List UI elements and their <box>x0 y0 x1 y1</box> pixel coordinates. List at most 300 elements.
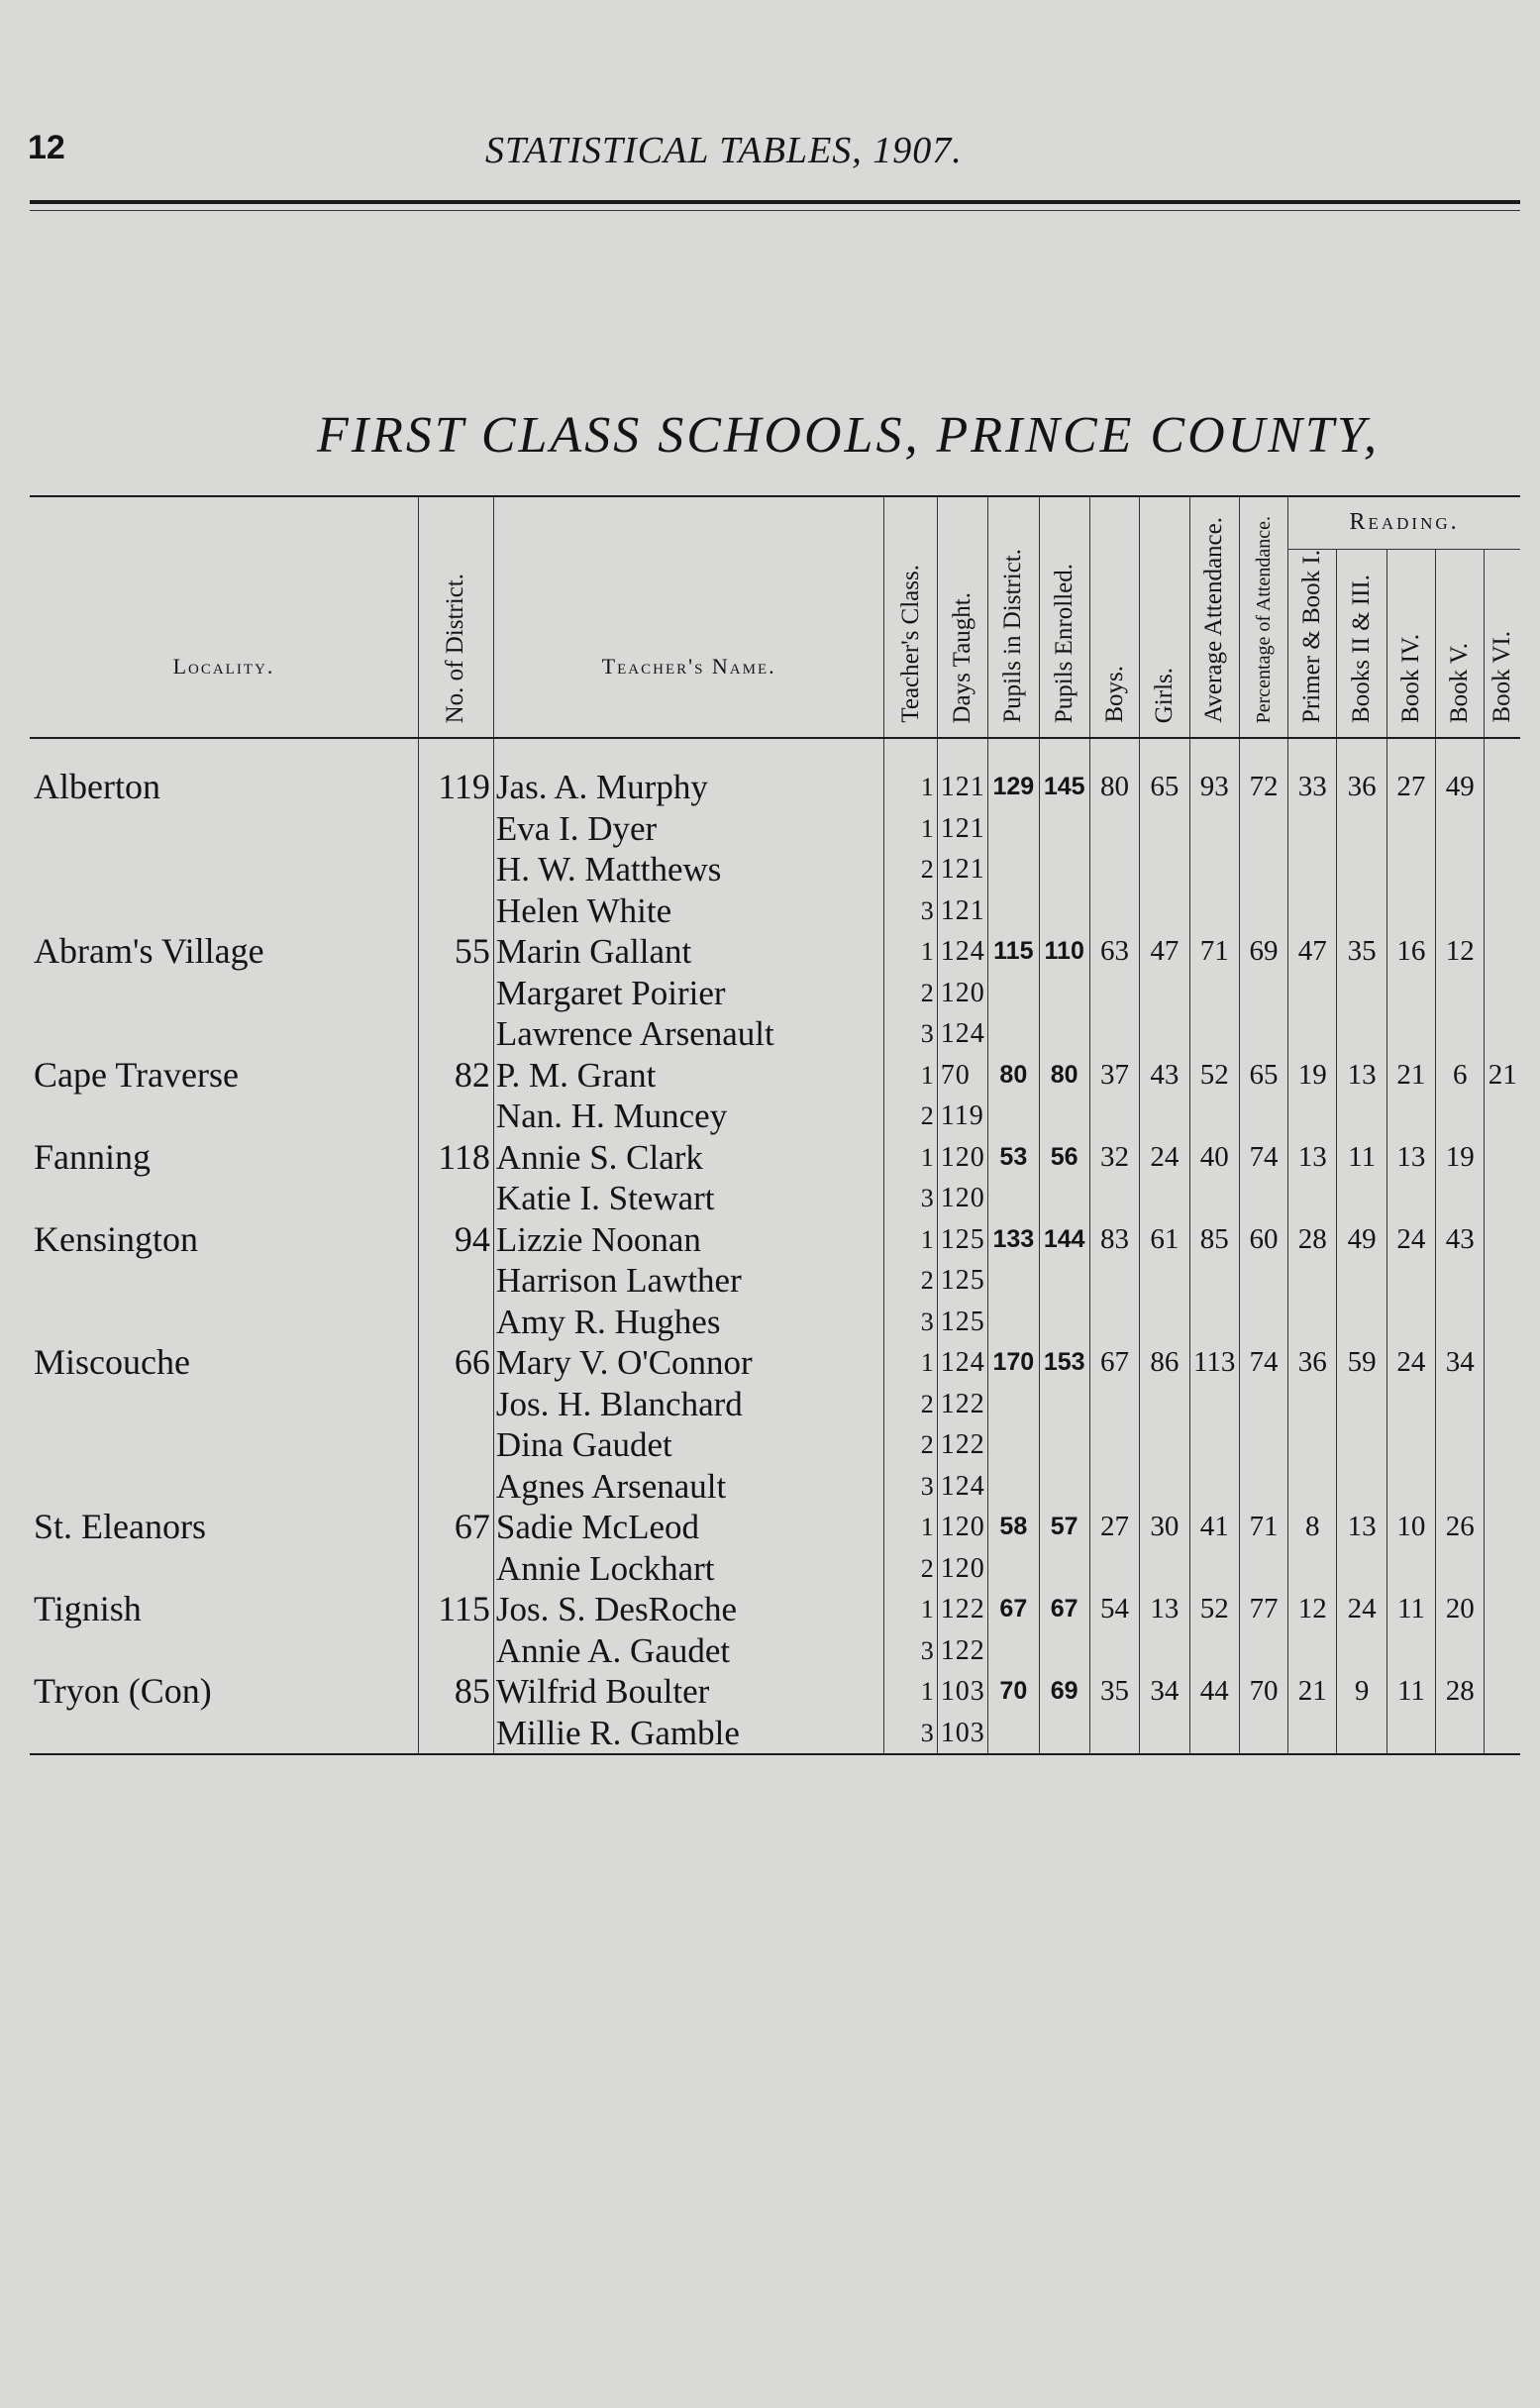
book-5-cell <box>1436 1466 1485 1508</box>
table-row <box>30 973 1520 1014</box>
primer-cell <box>1288 808 1337 850</box>
boys-cell <box>1089 1302 1139 1343</box>
average-attendance-cell: 71 <box>1189 931 1239 973</box>
primer-cell <box>1288 1302 1337 1343</box>
girls-cell: 24 <box>1140 1137 1189 1179</box>
locality-cell: Kensington <box>34 1218 198 1259</box>
locality-cell: Tryon (Con) <box>34 1671 212 1711</box>
table-row <box>30 1219 1520 1261</box>
books-2-3-cell <box>1337 973 1386 1014</box>
books-2-3-cell: 11 <box>1337 1137 1386 1179</box>
average-attendance-cell <box>1189 1630 1239 1672</box>
pupils-enrolled-cell <box>1039 973 1089 1014</box>
teacher-name-cell: Dina Gaudet <box>493 1424 883 1466</box>
district-cell <box>418 1096 493 1137</box>
table-row <box>30 1589 1520 1630</box>
primer-cell <box>1288 1096 1337 1137</box>
table-row <box>30 931 1520 973</box>
percentage-attendance-cell: 69 <box>1239 931 1287 973</box>
locality-cell <box>30 1466 418 1508</box>
days-taught-cell: 122 <box>937 1589 987 1630</box>
average-attendance-cell <box>1189 973 1239 1014</box>
running-head <box>0 129 1540 178</box>
locality-cell: Tignish <box>34 1589 142 1628</box>
average-attendance-cell <box>1189 1178 1239 1219</box>
teacher-name-cell: Jas. A. Murphy <box>493 738 883 808</box>
book-6-cell <box>1485 1137 1520 1179</box>
district-cell <box>418 1466 493 1508</box>
book-5-cell: 19 <box>1436 1137 1485 1179</box>
table-row <box>30 1013 1520 1055</box>
pupils-enrolled-cell <box>1039 890 1089 932</box>
pupils-district-cell: 70 <box>988 1671 1039 1713</box>
book-6-cell: 21 <box>1485 1055 1520 1097</box>
books-2-3-cell <box>1337 1548 1386 1590</box>
boys-cell: 80 <box>1089 738 1139 808</box>
table-row <box>30 849 1520 890</box>
book-6-cell <box>1485 1589 1520 1630</box>
girls-cell <box>1140 1424 1189 1466</box>
district-cell: 118 <box>418 1137 493 1179</box>
pupils-district-cell <box>988 1178 1039 1219</box>
books-2-3-cell <box>1337 1260 1386 1302</box>
girls-cell: 61 <box>1140 1219 1189 1261</box>
teacher-class-cell: 3 <box>884 890 937 932</box>
books-2-3-cell <box>1337 1713 1386 1754</box>
boys-cell: 32 <box>1089 1137 1139 1179</box>
girls-cell <box>1140 1548 1189 1590</box>
books-2-3-cell <box>1337 849 1386 890</box>
pupils-district-cell <box>988 973 1039 1014</box>
district-cell: 66 <box>418 1342 493 1384</box>
pupils-enrolled-cell <box>1039 808 1089 850</box>
pupils-district-cell <box>988 849 1039 890</box>
boys-cell <box>1089 973 1139 1014</box>
primer-cell <box>1288 973 1337 1014</box>
locality-cell <box>30 1630 418 1672</box>
average-attendance-cell: 40 <box>1189 1137 1239 1179</box>
boys-cell <box>1089 890 1139 932</box>
primer-cell <box>1288 1713 1337 1754</box>
pupils-district-cell <box>988 890 1039 932</box>
teacher-class-cell: 3 <box>884 1466 937 1508</box>
boys-cell <box>1089 1466 1139 1508</box>
primer-cell: 36 <box>1288 1342 1337 1384</box>
locality-cell <box>30 1013 418 1055</box>
average-attendance-cell <box>1189 1466 1239 1508</box>
percentage-attendance-cell <box>1239 973 1287 1014</box>
book-4-cell <box>1386 1713 1435 1754</box>
section-title: FIRST CLASS SCHOOLS, PRINCE COUNTY, <box>317 407 1380 464</box>
days-taught-cell: 122 <box>937 1630 987 1672</box>
teacher-class-cell: 3 <box>884 1302 937 1343</box>
header-row-1 <box>30 496 1520 550</box>
teacher-name-cell: Sadie McLeod <box>493 1507 883 1548</box>
percentage-attendance-cell <box>1239 1424 1287 1466</box>
percentage-attendance-cell <box>1239 1548 1287 1590</box>
header-girls: Girls. <box>1140 496 1189 738</box>
teacher-class-cell: 1 <box>884 1219 937 1261</box>
boys-cell <box>1089 1260 1139 1302</box>
days-taught-cell: 121 <box>937 738 987 808</box>
pupils-enrolled-cell <box>1039 1466 1089 1508</box>
teacher-class-cell: 2 <box>884 973 937 1014</box>
book-4-cell: 11 <box>1386 1671 1435 1713</box>
book-6-cell <box>1485 1302 1520 1343</box>
table-row <box>30 1466 1520 1508</box>
pupils-district-cell: 67 <box>988 1589 1039 1630</box>
book-6-cell <box>1485 1013 1520 1055</box>
percentage-attendance-cell <box>1239 1302 1287 1343</box>
teacher-name-cell: Katie I. Stewart <box>493 1178 883 1219</box>
girls-cell <box>1140 1302 1189 1343</box>
percentage-attendance-cell: 74 <box>1239 1137 1287 1179</box>
percentage-attendance-cell: 60 <box>1239 1219 1287 1261</box>
book-4-cell: 13 <box>1386 1137 1435 1179</box>
book-6-cell <box>1485 1096 1520 1137</box>
book-4-cell: 10 <box>1386 1507 1435 1548</box>
book-5-cell <box>1436 1424 1485 1466</box>
teacher-name-cell: Millie R. Gamble <box>493 1713 883 1754</box>
table-bottom-rule <box>30 1753 1520 1755</box>
header-days-taught: Days Taught. <box>937 496 987 738</box>
book-5-cell <box>1436 1302 1485 1343</box>
table-row <box>30 738 1520 808</box>
locality-cell <box>30 1260 418 1302</box>
primer-cell: 12 <box>1288 1589 1337 1630</box>
girls-cell <box>1140 849 1189 890</box>
pupils-enrolled-cell: 56 <box>1039 1137 1089 1179</box>
primer-cell <box>1288 849 1337 890</box>
book-4-cell <box>1386 1466 1435 1508</box>
table-row <box>30 1548 1520 1590</box>
books-2-3-cell: 36 <box>1337 738 1386 808</box>
teacher-name-cell: H. W. Matthews <box>493 849 883 890</box>
days-taught-cell: 125 <box>937 1302 987 1343</box>
days-taught-cell: 122 <box>937 1424 987 1466</box>
average-attendance-cell <box>1189 849 1239 890</box>
table-row <box>30 1096 1520 1137</box>
boys-cell: 37 <box>1089 1055 1139 1097</box>
table-row <box>30 808 1520 850</box>
book-4-cell <box>1386 1424 1435 1466</box>
pupils-district-cell <box>988 1424 1039 1466</box>
book-5-cell: 20 <box>1436 1589 1485 1630</box>
boys-cell: 27 <box>1089 1507 1139 1548</box>
teacher-name-cell: Eva I. Dyer <box>493 808 883 850</box>
days-taught-cell: 124 <box>937 1466 987 1508</box>
book-5-cell: 26 <box>1436 1507 1485 1548</box>
teacher-class-cell: 1 <box>884 808 937 850</box>
district-cell: 119 <box>418 738 493 808</box>
teacher-name-cell: Margaret Poirier <box>493 973 883 1014</box>
table-row <box>30 1342 1520 1384</box>
header-books-2-3: Books II & III. <box>1337 550 1386 739</box>
book-6-cell <box>1485 1507 1520 1548</box>
pupils-enrolled-cell: 57 <box>1039 1507 1089 1548</box>
books-2-3-cell: 13 <box>1337 1055 1386 1097</box>
average-attendance-cell <box>1189 1096 1239 1137</box>
locality-cell <box>30 808 418 850</box>
pupils-district-cell <box>988 1302 1039 1343</box>
average-attendance-cell: 113 <box>1189 1342 1239 1384</box>
teacher-name-cell: Nan. H. Muncey <box>493 1096 883 1137</box>
locality-cell: Alberton <box>34 767 160 806</box>
running-title: STATISTICAL TABLES, 1907. <box>485 130 963 171</box>
book-4-cell <box>1386 1384 1435 1425</box>
average-attendance-cell <box>1189 808 1239 850</box>
book-6-cell <box>1485 1260 1520 1302</box>
boys-cell <box>1089 1424 1139 1466</box>
teacher-class-cell: 3 <box>884 1178 937 1219</box>
average-attendance-cell: 41 <box>1189 1507 1239 1548</box>
district-cell <box>418 808 493 850</box>
district-cell <box>418 890 493 932</box>
page-number: 12 <box>28 129 65 166</box>
locality-cell <box>30 1424 418 1466</box>
primer-cell <box>1288 1178 1337 1219</box>
teacher-name-cell: Mary V. O'Connor <box>493 1342 883 1384</box>
boys-cell <box>1089 1013 1139 1055</box>
pupils-enrolled-cell: 69 <box>1039 1671 1089 1713</box>
pupils-enrolled-cell <box>1039 1260 1089 1302</box>
pupils-enrolled-cell: 80 <box>1039 1055 1089 1097</box>
teacher-name-cell: Jos. H. Blanchard <box>493 1384 883 1425</box>
statistics-table <box>30 495 1520 1753</box>
table-row <box>30 1424 1520 1466</box>
teacher-name-cell: Wilfrid Boulter <box>493 1671 883 1713</box>
pupils-district-cell: 129 <box>988 738 1039 808</box>
books-2-3-cell: 49 <box>1337 1219 1386 1261</box>
percentage-attendance-cell: 72 <box>1239 738 1287 808</box>
book-4-cell <box>1386 1178 1435 1219</box>
teacher-name-cell: Lawrence Arsenault <box>493 1013 883 1055</box>
percentage-attendance-cell <box>1239 1260 1287 1302</box>
primer-cell <box>1288 1384 1337 1425</box>
book-4-cell <box>1386 1302 1435 1343</box>
district-cell <box>418 1713 493 1754</box>
table-row <box>30 1630 1520 1672</box>
girls-cell <box>1140 973 1189 1014</box>
teacher-class-cell: 3 <box>884 1713 937 1754</box>
boys-cell <box>1089 849 1139 890</box>
book-6-cell <box>1485 1424 1520 1466</box>
percentage-attendance-cell <box>1239 890 1287 932</box>
days-taught-cell: 120 <box>937 1137 987 1179</box>
table-row <box>30 1384 1520 1425</box>
book-5-cell <box>1436 1548 1485 1590</box>
primer-cell <box>1288 1630 1337 1672</box>
percentage-attendance-cell <box>1239 849 1287 890</box>
pupils-district-cell: 80 <box>988 1055 1039 1097</box>
days-taught-cell: 70 <box>937 1055 987 1097</box>
primer-cell <box>1288 1424 1337 1466</box>
average-attendance-cell <box>1189 1013 1239 1055</box>
district-cell: 55 <box>418 931 493 973</box>
percentage-attendance-cell: 74 <box>1239 1342 1287 1384</box>
book-5-cell <box>1436 1713 1485 1754</box>
district-cell <box>418 1548 493 1590</box>
header-rule <box>30 200 1520 204</box>
teacher-name-cell: Annie S. Clark <box>493 1137 883 1179</box>
book-5-cell <box>1436 1630 1485 1672</box>
boys-cell: 63 <box>1089 931 1139 973</box>
books-2-3-cell: 24 <box>1337 1589 1386 1630</box>
primer-cell: 19 <box>1288 1055 1337 1097</box>
header-district: No. of District. <box>418 496 493 738</box>
days-taught-cell: 124 <box>937 1342 987 1384</box>
teacher-name-cell: Annie Lockhart <box>493 1548 883 1590</box>
district-cell: 115 <box>418 1589 493 1630</box>
teacher-class-cell: 1 <box>884 1671 937 1713</box>
boys-cell: 67 <box>1089 1342 1139 1384</box>
pupils-enrolled-cell <box>1039 1384 1089 1425</box>
books-2-3-cell <box>1337 1424 1386 1466</box>
teacher-class-cell: 2 <box>884 1384 937 1425</box>
books-2-3-cell: 59 <box>1337 1342 1386 1384</box>
book-6-cell <box>1485 1630 1520 1672</box>
pupils-district-cell: 170 <box>988 1342 1039 1384</box>
percentage-attendance-cell <box>1239 1096 1287 1137</box>
average-attendance-cell: 85 <box>1189 1219 1239 1261</box>
days-taught-cell: 119 <box>937 1096 987 1137</box>
locality-cell <box>30 1178 418 1219</box>
locality-cell <box>30 1096 418 1137</box>
days-taught-cell: 125 <box>937 1260 987 1302</box>
boys-cell: 83 <box>1089 1219 1139 1261</box>
days-taught-cell: 103 <box>937 1671 987 1713</box>
book-6-cell <box>1485 931 1520 973</box>
pupils-district-cell <box>988 1013 1039 1055</box>
header-book-6: Book VI. <box>1485 550 1520 739</box>
teacher-class-cell: 1 <box>884 931 937 973</box>
days-taught-cell: 124 <box>937 1013 987 1055</box>
primer-cell <box>1288 1013 1337 1055</box>
days-taught-cell: 121 <box>937 890 987 932</box>
pupils-enrolled-cell <box>1039 1013 1089 1055</box>
days-taught-cell: 121 <box>937 849 987 890</box>
primer-cell <box>1288 1466 1337 1508</box>
girls-cell <box>1140 1630 1189 1672</box>
teacher-name-cell: Harrison Lawther <box>493 1260 883 1302</box>
teacher-name-cell: Jos. S. DesRoche <box>493 1589 883 1630</box>
pupils-enrolled-cell: 145 <box>1039 738 1089 808</box>
book-6-cell <box>1485 1548 1520 1590</box>
header-teacher: Teacher's Name. <box>493 496 883 738</box>
table-row <box>30 1302 1520 1343</box>
percentage-attendance-cell: 65 <box>1239 1055 1287 1097</box>
book-6-cell <box>1485 1178 1520 1219</box>
district-cell: 85 <box>418 1671 493 1713</box>
table-row <box>30 1137 1520 1179</box>
teacher-class-cell: 2 <box>884 849 937 890</box>
girls-cell <box>1140 1096 1189 1137</box>
book-5-cell: 12 <box>1436 931 1485 973</box>
primer-cell <box>1288 1548 1337 1590</box>
book-6-cell <box>1485 973 1520 1014</box>
header-locality: Locality. <box>30 496 418 738</box>
book-5-cell: 49 <box>1436 738 1485 808</box>
pupils-district-cell: 53 <box>988 1137 1039 1179</box>
locality-cell: Abram's Village <box>34 931 264 971</box>
days-taught-cell: 121 <box>937 808 987 850</box>
book-6-cell <box>1485 890 1520 932</box>
table-body <box>30 738 1520 1753</box>
district-cell <box>418 1302 493 1343</box>
primer-cell <box>1288 890 1337 932</box>
pupils-district-cell <box>988 808 1039 850</box>
percentage-attendance-cell <box>1239 1384 1287 1425</box>
district-cell: 94 <box>418 1219 493 1261</box>
days-taught-cell: 124 <box>937 931 987 973</box>
district-cell <box>418 1630 493 1672</box>
pupils-enrolled-cell <box>1039 1424 1089 1466</box>
book-4-cell <box>1386 973 1435 1014</box>
girls-cell: 47 <box>1140 931 1189 973</box>
district-cell: 67 <box>418 1507 493 1548</box>
teacher-class-cell: 2 <box>884 1096 937 1137</box>
book-4-cell: 21 <box>1386 1055 1435 1097</box>
pupils-district-cell: 115 <box>988 931 1039 973</box>
teacher-name-cell: Annie A. Gaudet <box>493 1630 883 1672</box>
table-row <box>30 1260 1520 1302</box>
header-percentage-attendance: Percentage of Attendance. <box>1239 496 1287 738</box>
average-attendance-cell <box>1189 1302 1239 1343</box>
percentage-attendance-cell <box>1239 1178 1287 1219</box>
days-taught-cell: 120 <box>937 1548 987 1590</box>
header-teacher-class: Teacher's Class. <box>884 496 937 738</box>
pupils-district-cell <box>988 1260 1039 1302</box>
header-boys: Boys. <box>1089 496 1139 738</box>
table-row <box>30 1055 1520 1097</box>
book-5-cell: 34 <box>1436 1342 1485 1384</box>
average-attendance-cell <box>1189 1384 1239 1425</box>
book-6-cell <box>1485 1384 1520 1425</box>
book-6-cell <box>1485 1671 1520 1713</box>
header-rule-thin <box>30 210 1520 211</box>
header-book-5: Book V. <box>1436 550 1485 739</box>
locality-cell <box>30 1384 418 1425</box>
percentage-attendance-cell: 71 <box>1239 1507 1287 1548</box>
girls-cell <box>1140 1466 1189 1508</box>
primer-cell: 21 <box>1288 1671 1337 1713</box>
girls-cell: 65 <box>1140 738 1189 808</box>
teacher-class-cell: 2 <box>884 1548 937 1590</box>
teacher-name-cell: Agnes Arsenault <box>493 1466 883 1508</box>
locality-cell <box>30 1713 418 1754</box>
pupils-district-cell <box>988 1630 1039 1672</box>
locality-cell <box>30 849 418 890</box>
table-row <box>30 1178 1520 1219</box>
average-attendance-cell <box>1189 1713 1239 1754</box>
girls-cell: 30 <box>1140 1507 1189 1548</box>
days-taught-cell: 120 <box>937 973 987 1014</box>
pupils-enrolled-cell: 144 <box>1039 1219 1089 1261</box>
books-2-3-cell <box>1337 1302 1386 1343</box>
primer-cell: 13 <box>1288 1137 1337 1179</box>
book-5-cell <box>1436 1013 1485 1055</box>
average-attendance-cell: 44 <box>1189 1671 1239 1713</box>
statistics-table-container <box>30 495 1520 1755</box>
days-taught-cell: 120 <box>937 1178 987 1219</box>
books-2-3-cell <box>1337 890 1386 932</box>
days-taught-cell: 125 <box>937 1219 987 1261</box>
pupils-enrolled-cell <box>1039 1630 1089 1672</box>
book-5-cell <box>1436 808 1485 850</box>
header-primer: Primer & Book I. <box>1288 550 1337 739</box>
boys-cell <box>1089 808 1139 850</box>
book-4-cell: 24 <box>1386 1342 1435 1384</box>
